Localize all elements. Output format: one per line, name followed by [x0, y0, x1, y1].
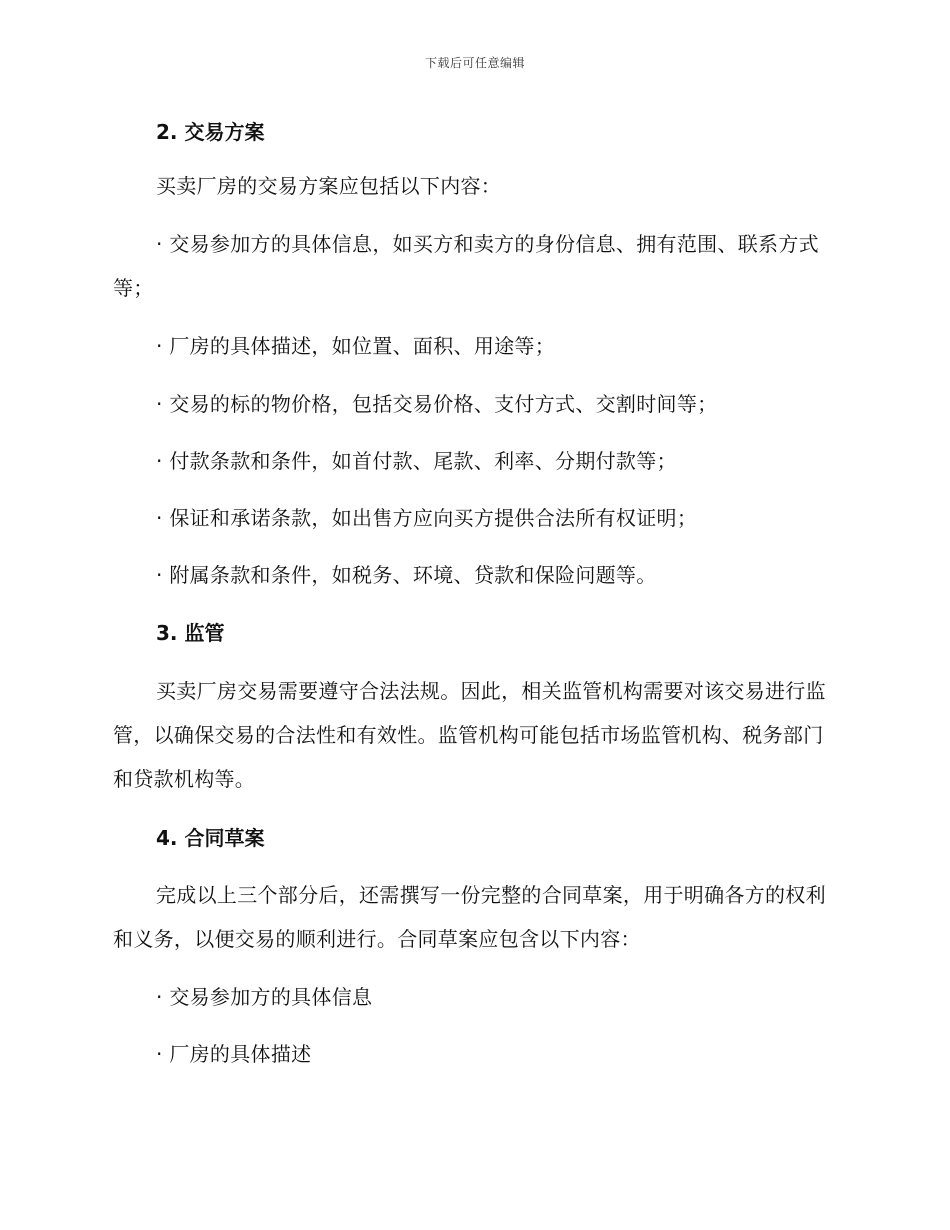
- section-intro: 买卖厂房的交易方案应包括以下内容：: [156, 174, 502, 198]
- section-heading: 3. 监管: [156, 621, 225, 645]
- list-item: · 附属条款和条件，如税务、环境、贷款和保险问题等。: [156, 563, 657, 587]
- section-paragraph: 买卖厂房交易需要遵守合法法规。因此，相关监管机构需要对该交易进行监管，以确保交易的合法性和有效性。监管机构可能包括市场监管机构、税务部门和贷款机构等。: [113, 679, 826, 791]
- list-item: · 交易参加方的具体信息: [156, 985, 373, 1009]
- section-paragraph: 完成以上三个部分后，还需撰写一份完整的合同草案，用于明确各方的权利和义务，以便交易的顺利进行。合同草案应包含以下内容：: [113, 883, 826, 951]
- list-item: · 厂房的具体描述: [156, 1042, 312, 1066]
- list-item: · 厂房的具体描述，如位置、面积、用途等；: [156, 334, 556, 358]
- section-heading: 2. 交易方案: [156, 120, 265, 144]
- page-header-note: 下载后可任意编辑: [424, 56, 525, 70]
- list-item: · 交易的标的物价格，包括交易价格、支付方式、交割时间等；: [156, 392, 718, 416]
- list-item: · 付款条款和条件，如首付款、尾款、利率、分期付款等；: [156, 449, 677, 473]
- list-item: · 交易参加方的具体信息，如买方和卖方的身份信息、拥有范围、联系方式等；: [113, 232, 819, 300]
- section-heading: 4. 合同草案: [156, 826, 265, 850]
- list-item: · 保证和承诺条款，如出售方应向买方提供合法所有权证明；: [156, 506, 698, 530]
